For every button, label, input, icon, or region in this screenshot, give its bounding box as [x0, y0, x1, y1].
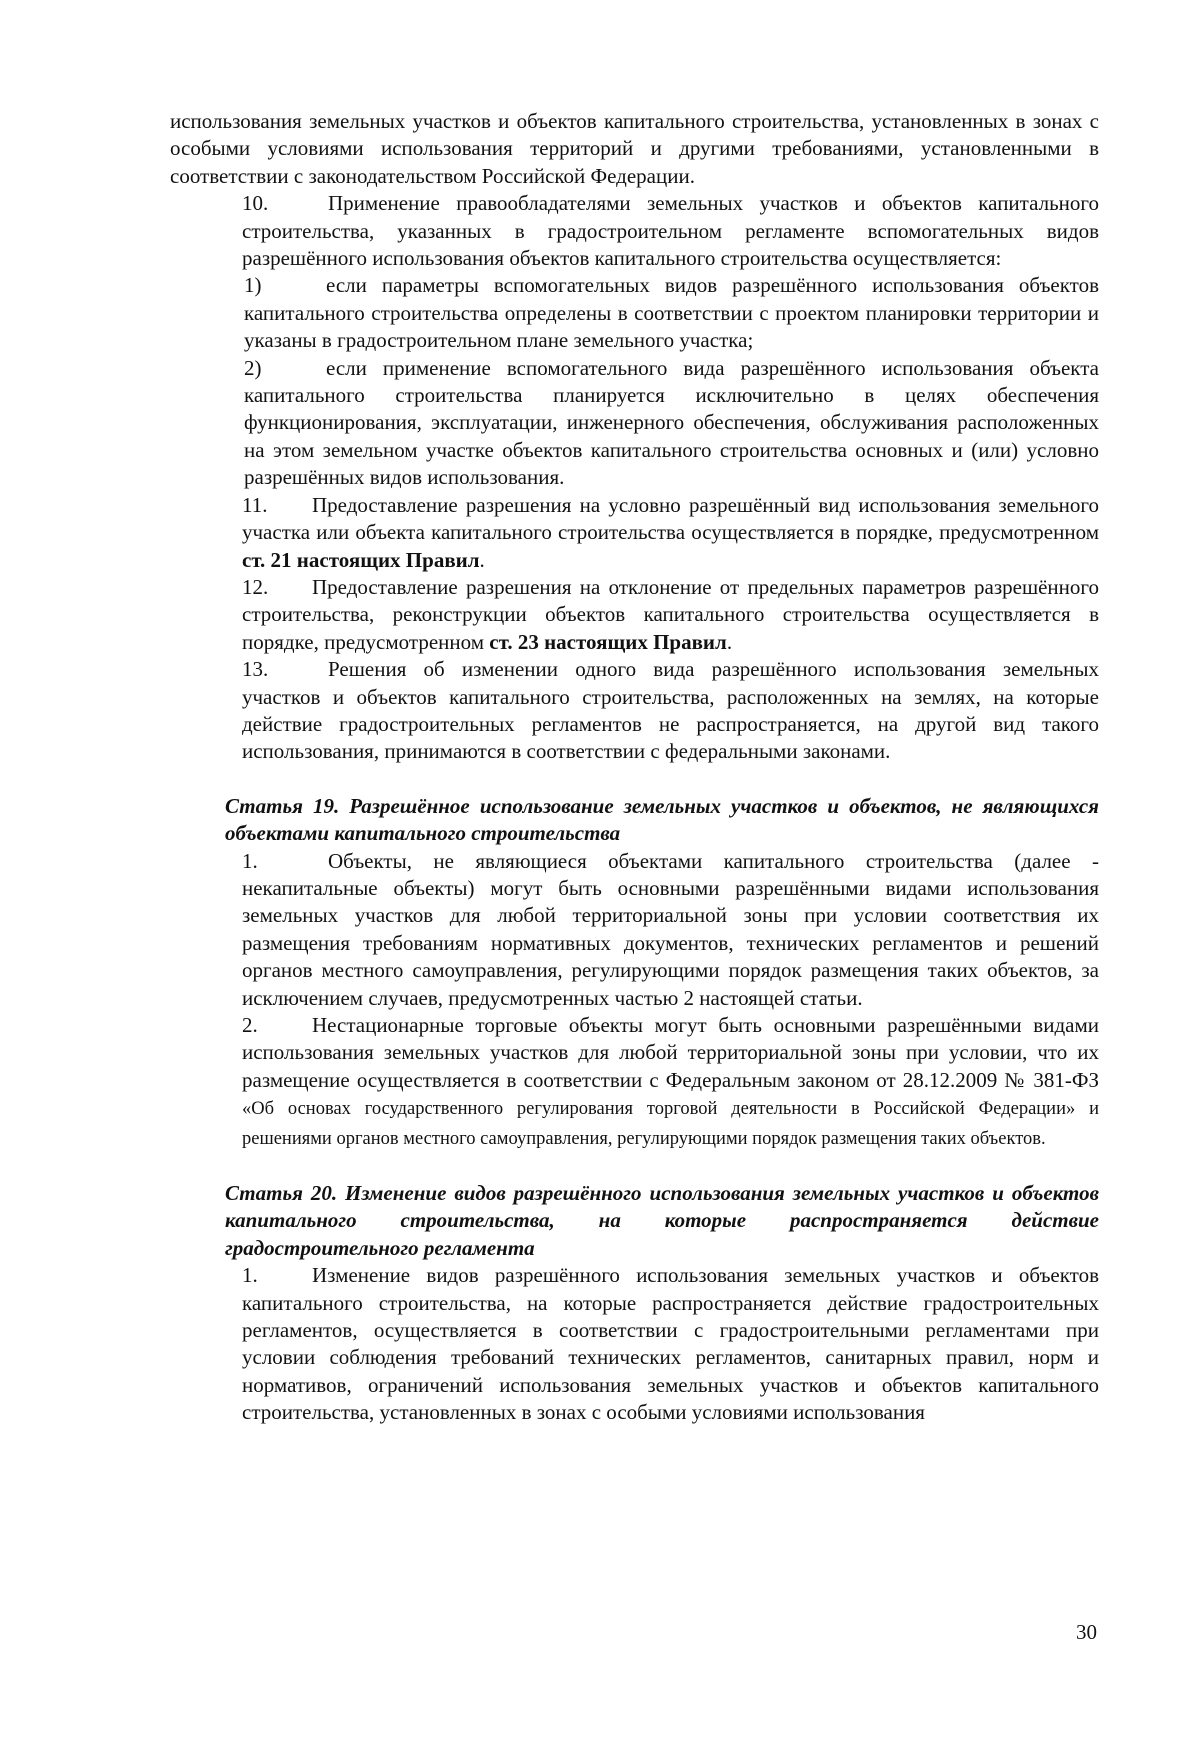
item-number: 10. [242, 191, 269, 216]
item-number: 1) [244, 273, 262, 298]
paragraph-text: Решения об изменении одного вида разрешённого использования земельных участков и объектов капитального строительства, расположенных на землях, на которые действие градостроительных регламентов не распространяется, на другой вид такого использования, принимаются в соответствии с федеральными законами. [242, 657, 1099, 764]
paragraph-10-1 [170, 272, 1099, 354]
paragraph-text: если параметры вспомогательных видов разрешённого использования объектов капитального строительства определены в соответствии с проектом планировки территории и указаны в градостроительном плане земельного участка; [244, 273, 1099, 353]
article-19-paragraph-1 [170, 848, 1099, 1012]
paragraph-13 [170, 656, 1099, 766]
paragraph-10-2 [170, 355, 1099, 492]
law-title-text: «Об основах государственного регулирования торговой деятельности в Российской Федерации» и решениями органов местного самоуправления, регулирующими порядок размещения таких объектов. [242, 1099, 1099, 1149]
item-number: 11. [242, 492, 268, 517]
paragraph-text: Объекты, не являющиеся объектами капитального строительства (далее - некапитальные объекты) могут быть основными разрешёнными видами использования земельных участков для любой территориальной зоны при условии соответствия их размещения требованиям нормативных документов, технических регламентов и решений органов местного самоуправления, регулирующими порядок размещения таких объектов, за исключением случаев, предусмотренных частью 2 настоящей статьи. [242, 848, 1099, 1010]
article-19-paragraph-2 [170, 1012, 1099, 1153]
paragraph-text: Предоставление разрешения на условно разрешённый вид использования земельного участка или объекта капитального строительства осуществляется в порядке, предусмотренном [242, 492, 1099, 545]
paragraph-text: Предоставление разрешения на отклонение от предельных параметров разрешённого строительства, реконструкции объектов капитального строительства осуществляется в порядке, предусмотренном [242, 574, 1099, 654]
paragraph-10 [170, 190, 1099, 272]
item-number: 1. [242, 1263, 258, 1288]
article-reference: ст. 23 настоящих Правил [489, 629, 727, 654]
item-number: 2) [244, 355, 262, 380]
paragraph-text: Изменение видов разрешённого использования земельных участков и объектов капитального строительства, на которые распространяется действие градостроительных регламентов, осуществляется в соответствии с градостроительными регламентами при условии соблюдения требований технических регламентов, санитарных правил, норм и нормативов, ограничений использования земельных участков и объектов капитального строительства, установленных в зонах с особыми условиями использования [242, 1263, 1099, 1425]
page-number: 30 [1076, 1620, 1097, 1644]
article-20-paragraph-1 [170, 1262, 1099, 1426]
paragraph-continuation: использования земельных участков и объектов капитального строительства, установленных в зонах с особыми условиями использования территорий и другими требованиями, установленными в соответствии с законодательством Российской Федерации. [170, 109, 1099, 188]
paragraph-text: если применение вспомогательного вида разрешённого использования объекта капитального строительства планируется исключительно в целях обеспечения функционирования, эксплуатации, инженерного обеспечения, обслуживания расположенных на этом земельном участке объектов капитального строительства основных и (или) условно разрешённых видов использования. [244, 355, 1099, 490]
item-number: 13. [242, 657, 269, 682]
spacer [170, 1153, 1099, 1180]
paragraph-12: 12. Предоставление разрешения на отклонение от предельных параметров разрешённого строительства, реконструкции объектов капитального строительства осуществляется в порядке, предусмотренном ст. 23 настоящих Правил. [242, 574, 1099, 654]
paragraph-11: 11. Предоставление разрешения на условно разрешённый вид использования земельного участка или объекта капитального строительства осуществляется в порядке, предусмотренном ст. 21 настоящих Правил. [242, 492, 1099, 572]
paragraph-text: Применение правообладателями земельных участков и объектов капитального строительства, указанных в градостроительном регламенте вспомогательных видов разрешённого использования объектов капитального строительства осуществляется: [242, 191, 1099, 271]
article-19-heading: Статья 19. Разрешённое использование земельных участков и объектов, не являющихся объектами капитального строительства [225, 793, 1099, 846]
spacer [170, 766, 1099, 793]
item-number: 2. [242, 1013, 258, 1037]
article-reference: ст. 21 настоящих Правил [242, 547, 480, 572]
article-20-heading: Статья 20. Изменение видов разрешённого использования земельных участков и объектов капитального строительства, на которые распространяется действие градостроительного регламента [225, 1181, 1099, 1260]
item-number: 12. [242, 574, 269, 599]
item-number: 1. [242, 848, 258, 873]
paragraph-text: Нестационарные торговые объекты могут быть основными разрешёнными видами использования земельных участков для любой территориальной зоны при условии, что их размещение осуществляется в соответствии с Федеральным законом от 28.12.2009 № 381-ФЗ [242, 1013, 1099, 1092]
document-page [170, 108, 1099, 1427]
